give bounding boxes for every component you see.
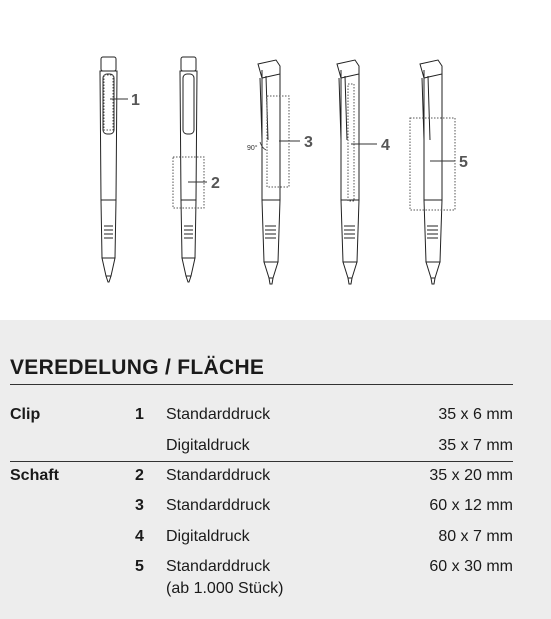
callout-5: 5 [459,154,468,171]
pen-1-front-view [100,57,117,282]
row-category: Schaft [10,467,59,484]
rotation-note: 90° [247,145,258,152]
pen-2-front-view [180,57,197,282]
row-number: 4 [135,528,144,545]
row-category: Clip [10,406,41,423]
print-area-1 [104,75,113,130]
row-method: Digitaldruck [166,437,250,454]
callout-3: 3 [304,134,313,151]
table-row [0,437,551,467]
row-number: 1 [135,406,144,423]
table-row [0,497,551,527]
table-row [0,558,551,608]
row-number: 5 [135,558,144,575]
row-method: Digitaldruck [166,528,250,545]
row-size: 35 x 6 mm [438,406,513,423]
callout-4: 4 [381,137,390,154]
table-row [0,528,551,558]
row-method: Standarddruck [166,467,271,484]
table-row [0,406,551,436]
row-number: 2 [135,467,144,484]
table-row [0,467,551,497]
pen-3-side-view [258,60,280,284]
print-area-4 [348,84,354,201]
title-divider [10,384,513,385]
pen-4-side-view [337,60,359,284]
pen-5-side-view [420,60,442,284]
row-method: Standarddruck [166,497,271,514]
row-size: 35 x 7 mm [438,437,513,454]
row-note: (ab 1.000 Stück) [166,580,284,597]
callout-1: 1 [131,92,140,109]
print-options-panel [0,320,551,619]
section-title: VEREDELUNG / FLÄCHE [10,356,265,379]
row-number: 3 [135,497,144,514]
row-method: Standarddruck [166,558,271,575]
group-divider [10,461,513,462]
row-method: Standarddruck [166,406,271,423]
callout-2: 2 [211,175,220,192]
row-size: 60 x 12 mm [429,497,513,514]
row-size: 60 x 30 mm [429,558,513,575]
print-area-5 [410,118,455,210]
row-size: 80 x 7 mm [438,528,513,545]
row-size: 35 x 20 mm [429,467,513,484]
